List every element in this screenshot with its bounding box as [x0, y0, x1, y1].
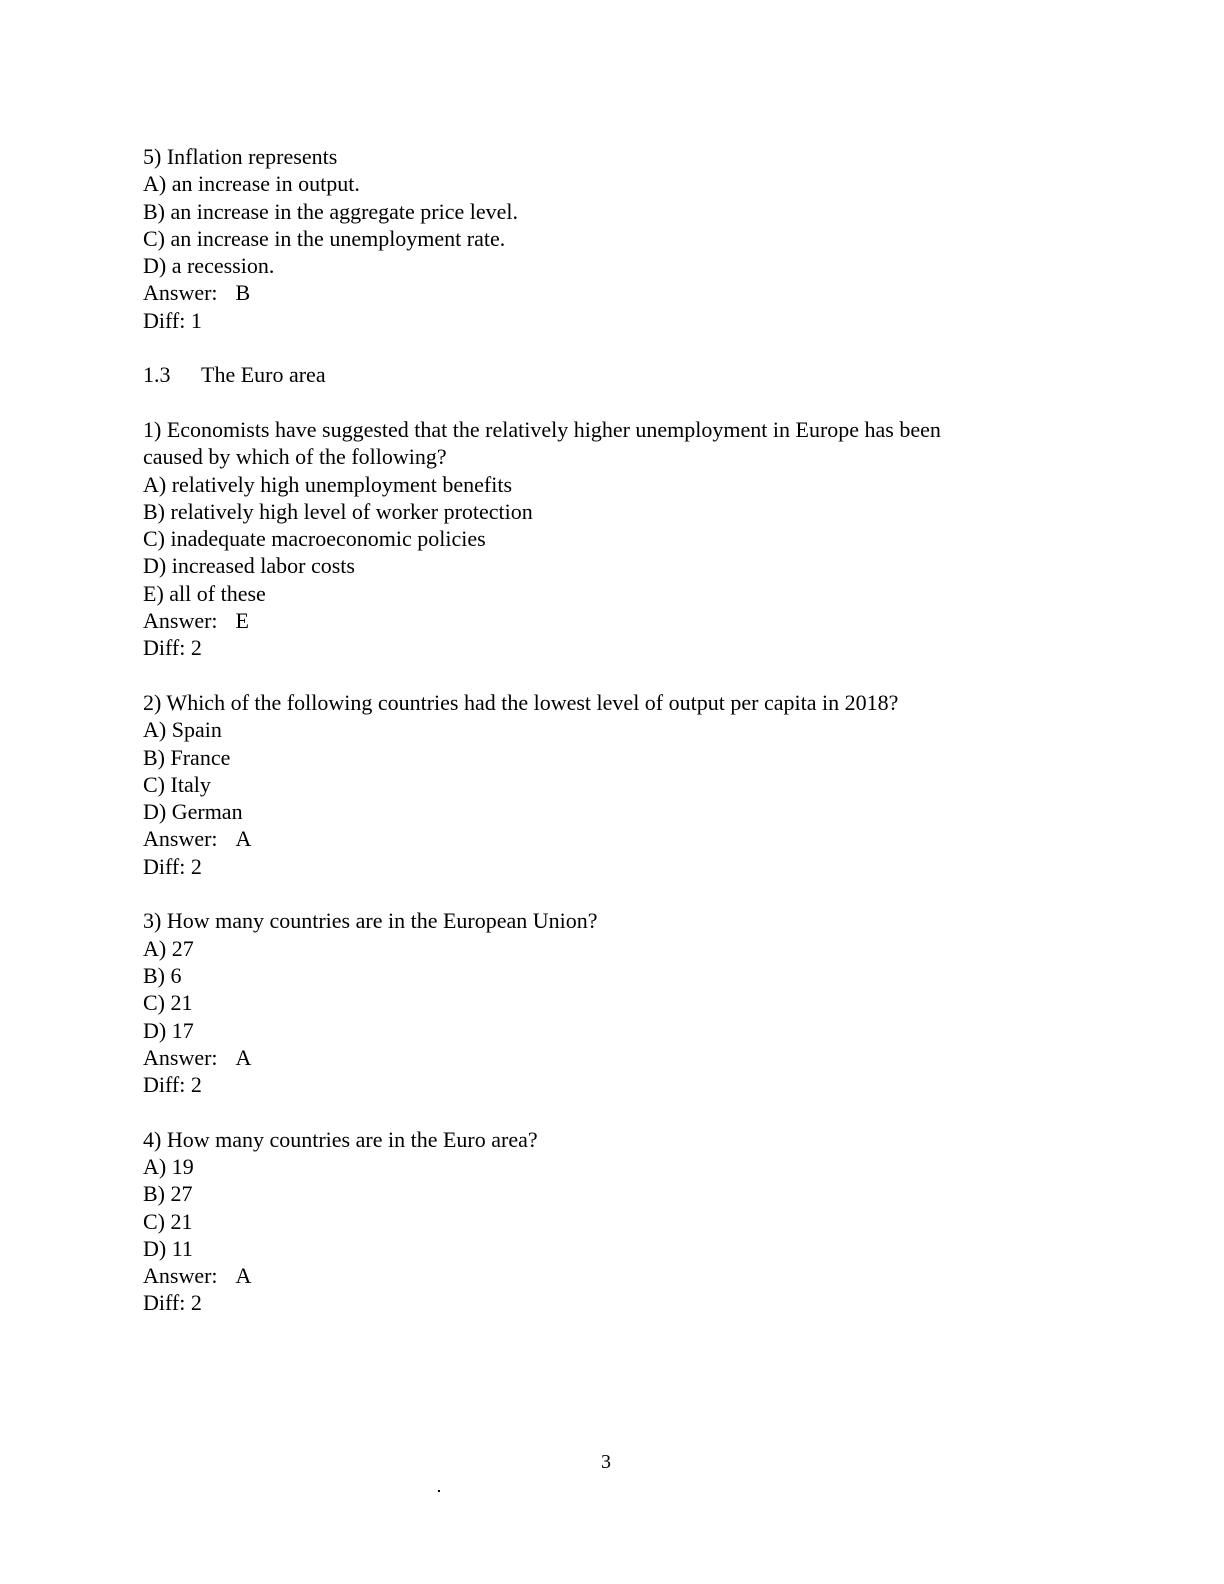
option-c: C) Italy	[143, 771, 211, 797]
option-b: B) an increase in the aggregate price level.	[143, 198, 519, 224]
difficulty: Diff: 2	[143, 1072, 202, 1098]
spacer	[143, 334, 1083, 361]
option-b: B) France	[143, 744, 231, 770]
answer-value: B	[235, 280, 251, 306]
option-d: D) increased labor costs	[143, 553, 355, 579]
answer-label: Answer:	[143, 826, 218, 852]
difficulty: Diff: 2	[143, 1290, 202, 1316]
option-c: C) inadequate macroeconomic policies	[143, 526, 486, 552]
option-a: A) an increase in output.	[143, 171, 360, 197]
option-e: E) all of these	[143, 580, 266, 606]
answer-line	[143, 825, 1083, 852]
question-text: 2) Which of the following countries had the lowest level of output per capita in 2018?	[143, 689, 899, 715]
page-number: 3	[601, 1451, 611, 1473]
option-d: D) German	[143, 799, 243, 825]
answer-label: Answer:	[143, 1263, 218, 1289]
question-text: 1) Economists have suggested that the relatively higher unemployment in Europe has been	[143, 416, 941, 442]
spacer	[143, 662, 1083, 689]
spacer	[143, 880, 1083, 907]
question-block-5	[143, 143, 1083, 334]
question-block-4	[143, 1126, 1083, 1317]
page-content	[143, 143, 1083, 1317]
answer-label: Answer:	[143, 280, 218, 306]
question-text-continued: caused by which of the following?	[143, 444, 447, 470]
answer-label: Answer:	[143, 608, 218, 634]
option-a: A) Spain	[143, 717, 222, 743]
answer-value: A	[235, 1263, 252, 1289]
answer-label: Answer:	[143, 1044, 218, 1070]
option-d: D) 11	[143, 1235, 193, 1261]
option-a: A) 27	[143, 935, 194, 961]
section-number: 1.3	[143, 362, 171, 388]
option-a: A) relatively high unemployment benefits	[143, 471, 513, 497]
answer-value: A	[235, 826, 252, 852]
difficulty: Diff: 2	[143, 635, 202, 661]
spacer	[143, 389, 1083, 416]
option-b: B) 6	[143, 962, 182, 988]
question-text: 4) How many countries are in the Euro area?	[143, 1126, 538, 1152]
spacer	[143, 1098, 1083, 1125]
option-c: C) an increase in the unemployment rate.	[143, 225, 506, 251]
section-heading	[143, 361, 1083, 388]
question-text: 5) Inflation represents	[143, 144, 338, 169]
answer-line	[143, 607, 1083, 634]
question-block-1	[143, 416, 1083, 662]
answer-value: A	[235, 1044, 252, 1070]
option-b: B) 27	[143, 1181, 193, 1207]
difficulty: Diff: 2	[143, 853, 202, 879]
option-c: C) 21	[143, 1208, 193, 1234]
question-block-3	[143, 907, 1083, 1098]
answer-line	[143, 1044, 1083, 1071]
difficulty: Diff: 1	[143, 307, 202, 333]
answer-line	[143, 279, 1083, 306]
option-a: A) 19	[143, 1153, 194, 1179]
question-text: 3) How many countries are in the European Union?	[143, 908, 598, 934]
option-d: D) 17	[143, 1017, 194, 1043]
stray-dot	[438, 1490, 440, 1492]
answer-value: E	[235, 608, 249, 634]
option-d: D) a recession.	[143, 253, 275, 279]
question-block-2	[143, 689, 1083, 880]
section-title: The Euro area	[201, 362, 326, 388]
option-b: B) relatively high level of worker protection	[143, 498, 533, 524]
option-c: C) 21	[143, 990, 193, 1016]
answer-line	[143, 1262, 1083, 1289]
